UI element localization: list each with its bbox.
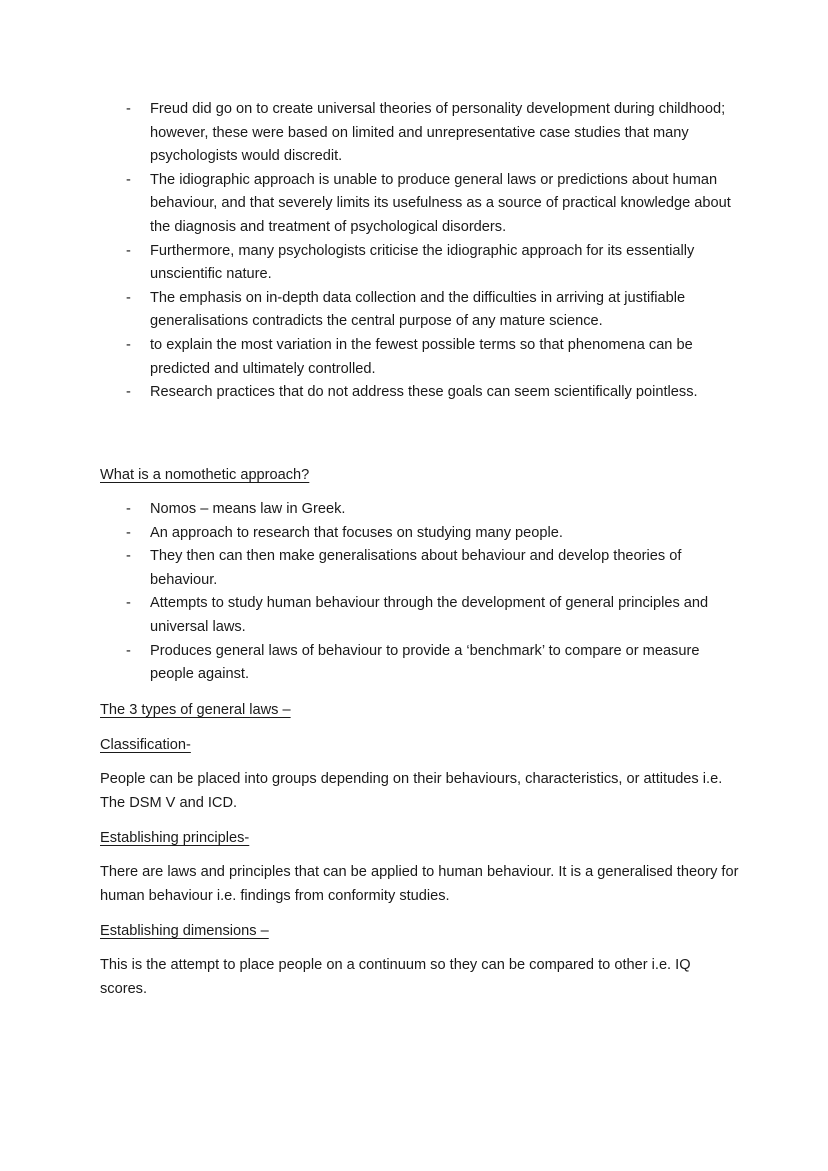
- bullet-dash: -: [126, 101, 131, 117]
- general-laws-heading: The 3 types of general laws –: [100, 702, 291, 718]
- list-item-text: Produces general laws of behaviour to provide a ‘benchmark’ to compare or measure people against.: [150, 642, 700, 683]
- bullet-dash: -: [126, 595, 131, 612]
- bullet-dash: -: [126, 242, 131, 259]
- classification-heading: Classification-: [100, 737, 191, 753]
- bullet-dash: -: [126, 384, 131, 401]
- list-item-text: Freud did go on to create universal theories of personality development during childhood; however, these were based on limited and unrepresentative case studies that many psychologists would discredit.: [150, 101, 726, 165]
- list-item: [120, 381, 740, 405]
- list-item-text: An approach to research that focuses on studying many people.: [150, 524, 563, 541]
- bullet-dash: -: [126, 171, 131, 188]
- list-item: [120, 545, 740, 592]
- list-item-text: They then can then make generalisations about behaviour and develop theories of behaviour.: [150, 548, 682, 588]
- nomothetic-heading: What is a nomothetic approach?: [100, 467, 310, 483]
- list-item-text: Attempts to study human behaviour through the development of general principles and universal laws.: [150, 595, 709, 635]
- list-item-text: The emphasis on in-depth data collection and the difficulties in arriving at justifiable generalisations contradicts the central purpose of any mature science.: [150, 289, 686, 330]
- list-item: [120, 640, 740, 687]
- list-item-text: Nomos – means law in Greek.: [150, 501, 346, 517]
- nomothetic-list: [120, 498, 740, 687]
- bullet-dash: -: [126, 336, 131, 353]
- principles-paragraph: [100, 861, 740, 908]
- list-item: [120, 287, 740, 334]
- bullet-dash: -: [126, 289, 131, 306]
- list-item-text: Research practices that do not address these goals can seem scientifically pointless.: [150, 384, 698, 401]
- principles-text: There are laws and principles that can be applied to human behaviour. It is a generalised theory for human behaviour i.e. findings from conformity studies.: [100, 864, 739, 904]
- bullet-dash: -: [126, 501, 131, 517]
- evaluation-list: [120, 98, 740, 405]
- bullet-dash: -: [126, 642, 131, 659]
- list-item: [120, 522, 740, 546]
- principles-heading: Establishing principles-: [100, 830, 250, 846]
- list-item: [120, 240, 740, 287]
- list-item-text: Furthermore, many psychologists criticise the idiographic approach for its essentially unscientific nature.: [150, 242, 695, 283]
- classification-paragraph: People can be placed into groups depending on their behaviours, characteristics, or attitudes i.e. The DSM V and ICD.: [100, 771, 723, 811]
- list-item: [120, 334, 740, 381]
- dimensions-paragraph: This is the attempt to place people on a continuum so they can be compared to other i.e. IQ scores.: [100, 957, 691, 997]
- list-item: [120, 498, 740, 522]
- bullet-dash: -: [126, 524, 131, 541]
- dimensions-heading: Establishing dimensions –: [100, 923, 269, 939]
- list-item: [120, 592, 740, 639]
- list-item-text: to explain the most variation in the fewest possible terms so that phenomena can be predicted and ultimately controlled.: [150, 336, 693, 377]
- bullet-dash: -: [126, 548, 131, 565]
- list-item-text: The idiographic approach is unable to produce general laws or predictions about human behaviour, and that severely limits its usefulness as a source of practical knowledge about the diagnosis and treatment of psychological disorders.: [150, 171, 731, 235]
- list-item: [120, 98, 740, 169]
- list-item: [120, 169, 740, 240]
